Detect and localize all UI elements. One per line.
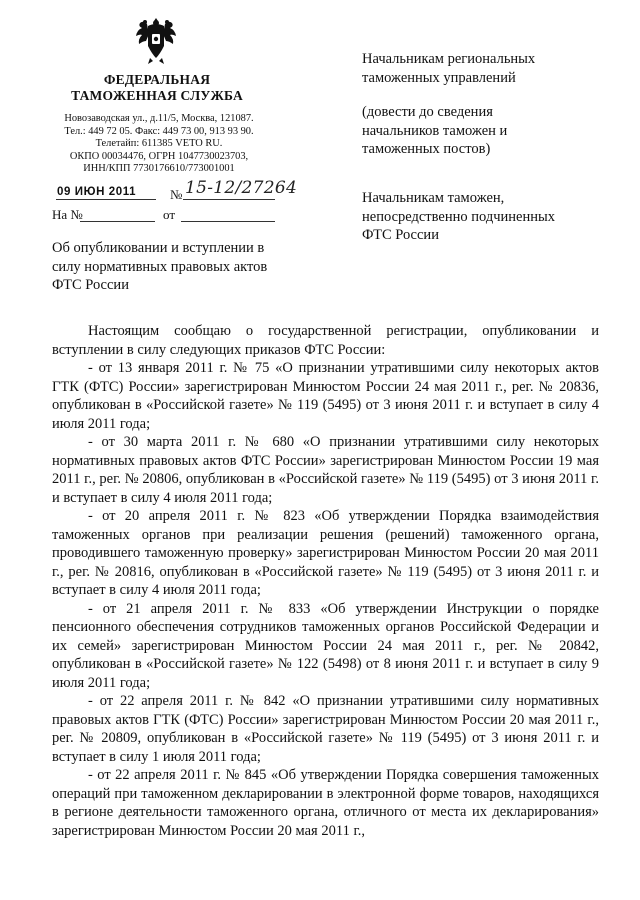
- reference-date-line: [181, 221, 275, 222]
- reference-date-label: от: [163, 207, 176, 222]
- state-emblem-icon: [133, 14, 179, 66]
- subject-line-2: силу нормативных правовых актов: [52, 258, 268, 275]
- addressee-3-line-2: непосредственно подчиненных: [362, 208, 555, 225]
- addressee-regional-offices: [362, 50, 612, 87]
- agency-line-1: ФЕДЕРАЛЬНАЯ: [103, 72, 211, 87]
- outgoing-number: 15-12/27264: [185, 178, 298, 198]
- addressee-3-line-3: ФТС России: [362, 227, 439, 243]
- date-underline: [56, 199, 156, 200]
- addressee-2-line-1: (довести до сведения: [362, 104, 493, 120]
- contact-line-phone: Тел.: 449 72 05. Факс: 449 73 00, 913 93 90.: [64, 125, 254, 137]
- document-subject: [52, 239, 302, 295]
- contact-line-inn: ИНН/КПП 7730176610/773001001: [83, 163, 235, 175]
- body-item-order-833: - от 21 апреля 2011 г. № 833 «Об утверждении Инструкции о порядке пенсионного обеспечения сотрудников таможенных органов Российской Федерации и их семей» зарегистрирован Минюстом России 24 мая 2011 г., рег. № 20842, опубликован в «Российской газете» № 122 (5498) от 8 июня 2011 г. и вступает в силу 9 июля 2011 года;: [52, 600, 599, 691]
- number-underline: [183, 199, 275, 200]
- addressee-3-line-1: Начальникам таможен,: [362, 190, 505, 206]
- agency-line-2: ТАМОЖЕННАЯ СЛУЖБА: [71, 88, 243, 103]
- agency-name: [52, 72, 262, 104]
- addressee-2-line-2: начальников таможен и: [362, 122, 508, 139]
- contact-line-okpo: ОКПО 00034476, ОГРН 1047730023703,: [69, 150, 249, 162]
- addressee-note: [362, 103, 612, 159]
- reference-number-line: [80, 221, 155, 222]
- subject-line-3: ФТС России: [52, 277, 129, 293]
- agency-contacts: [52, 113, 266, 176]
- body-item-order-75: - от 13 января 2011 г. № 75 «О признании утратившими силу некоторых актов ГТК (ФТС) России» зарегистрирован Минюстом России 24 мая 2011 г., рег. № 20836, опубликован в «Российской газете» № 119 (5495) от 3 июня 2011 г. и вступает в силу 4 июля 2011 года;: [52, 360, 599, 432]
- body-item-order-845: - от 22 апреля 2011 г. № 845 «Об утверждении Порядка совершения таможенных операций при таможенном декларировании в электронной форме товаров, находящихся в регионе деятельности таможенного органа, отличного от места их декларирования» зарегистрирован Минюстом России 20 мая 2011 г.,: [52, 767, 599, 839]
- contact-line-teletype: Телетайп: 611385 VETO RU.: [95, 138, 223, 150]
- reference-number-label: На №: [52, 207, 83, 222]
- contact-line-address: Новозаводская ул., д.11/5, Москва, 121087.: [64, 113, 254, 124]
- addressee-customs-heads: [362, 189, 612, 245]
- body-intro-paragraph: Настоящим сообщаю о государственной регистрации, опубликовании и вступлении в силу следующих приказов ФТС России:: [52, 323, 599, 358]
- addressee-1-line-2: таможенных управлений: [362, 69, 516, 86]
- body-item-order-823: - от 20 апреля 2011 г. № 823 «Об утверждении Порядка взаимодействия таможенных органов при реализации решения (решений) таможенного органа, проводившего таможенную проверку» зарегистрирован Минюстом России 20 мая 2011 г., рег. № 20816, опубликован в «Российской газете» № 119 (5495) от 3 июня 2011 г. и вступает в силу 4 июля 2011 года;: [52, 508, 599, 598]
- subject-line-1: Об опубликовании и вступлении в: [52, 240, 265, 256]
- outgoing-date: 09 ИЮН 2011: [57, 186, 137, 198]
- body-item-order-842: - от 22 апреля 2011 г. № 842 «О признании утратившими силу нормативных правовых актов ГТК (ФТС) России» зарегистрирован Минюстом России 20 мая 2011 г., рег. № 20809, опубликован в «Российской газете» № 119 (5495) от 3 июня 2011 г. и вступает в силу 1 июля 2011 года;: [52, 693, 599, 765]
- body-item-order-680: - от 30 марта 2011 г. № 680 «О признании утратившими силу некоторых нормативных правовых актов ФТС России» зарегистрирован Минюстом России 19 мая 2011 г., рег. № 20806, опубликован в «Российской газете» № 119 (5495) от 3 июня 2011 г. и вступает в силу 4 июля 2011 года;: [52, 434, 599, 506]
- letter-body: [52, 322, 599, 840]
- addressee-1-line-1: Начальникам региональных: [362, 51, 536, 67]
- addressee-2-line-3: таможенных постов): [362, 141, 491, 157]
- number-symbol: №: [170, 187, 183, 202]
